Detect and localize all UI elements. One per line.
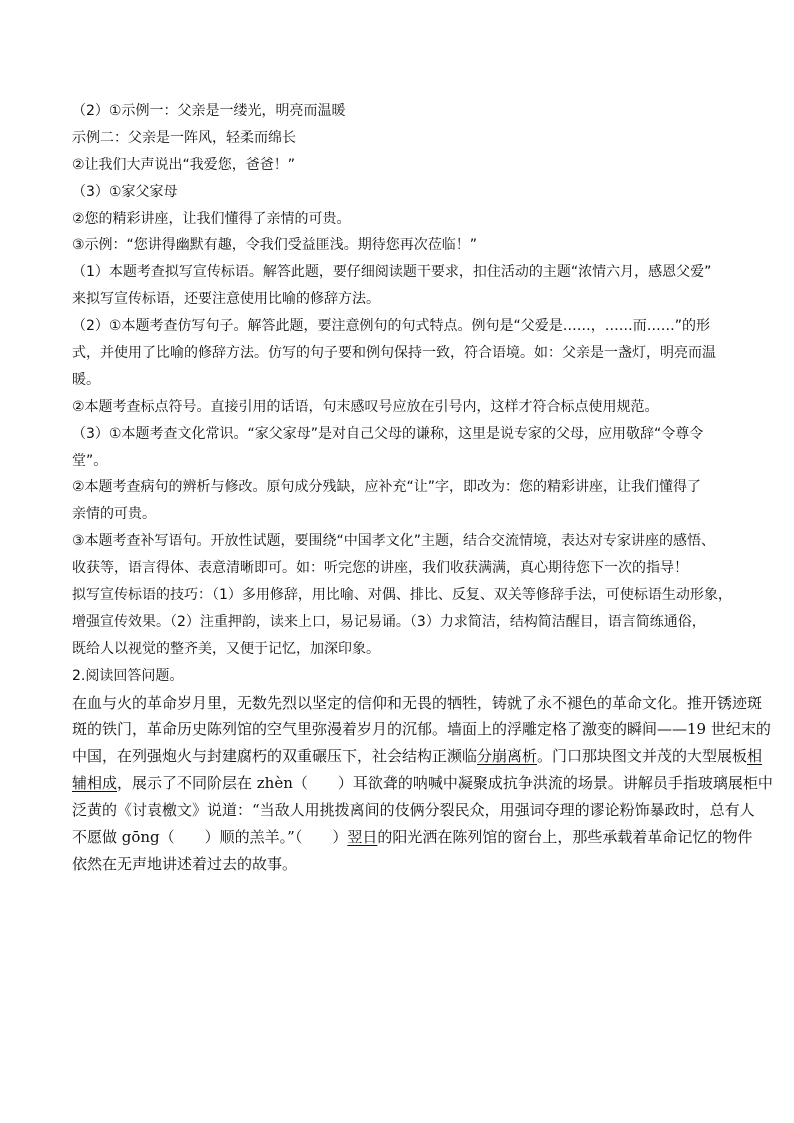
reading-passage — [72, 690, 773, 878]
answer-section — [72, 98, 732, 690]
passage-line — [72, 743, 763, 770]
answer-line: 收获等，语言得体、表意清晰即可。如：听完您的讲座，我们收获满满，真心期待您下一次的指导！ — [72, 560, 688, 577]
answer-line: 增强宣传效果。（2）注重押韵，读来上口，易记易诵。（3）力求简洁，结构简洁醒目，语言简练通俗， — [72, 613, 706, 630]
answer-line: 示例二：父亲是一阵风，轻柔而绵长 — [72, 129, 296, 146]
answer-line: ②让我们大声说出“我爱您，爸爸！” — [72, 156, 296, 173]
answer-line: 2.阅读回答问题。 — [72, 667, 184, 684]
underlined-phrase: 分崩离析 — [477, 747, 538, 766]
passage-text: 。门口那块图文并茂的大型展板 — [537, 747, 748, 766]
answer-line: （2）①示例一：父亲是一缕光，明亮而温暖 — [72, 103, 346, 119]
passage-line — [72, 770, 773, 797]
answer-line: ②本题考查标点符号。直接引用的话语，句末感叹号应放在引号内，这样才符合标点使用规范。 — [72, 398, 659, 415]
answer-line: ③本题考查补写语句。开放性试题，要围绕“中国孝文化”主题，结合交流情境，表达对专家讲座的感悟、 — [72, 533, 716, 550]
answer-line: 式，并使用了比喻的修辞方法。仿写的句子要和例句保持一致，符合语境。如：父亲是一盏灯，明亮而温 — [72, 345, 716, 362]
passage-text: ，展示了不同阶层在 zhèn（ ）耳欲聋的呐喊中凝聚成抗争洪流的场景。讲解员手指玻璃展柜中 — [117, 774, 773, 793]
answer-line: （2）①本题考查仿写句子。解答此题，要注意例句的句式特点。例句是“父爱是……，……而……”的形 — [72, 318, 710, 335]
answer-line: ②您的精彩讲座，让我们懂得了亲情的可贵。 — [72, 210, 351, 227]
underlined-phrase: 相 — [747, 747, 763, 766]
answer-line: （3）①家父家母 — [72, 183, 178, 200]
answer-line: （3）①本题考查文化常识。“家父家母”是对自己父母的谦称，这里是说专家的父母，应用敬辞“令尊令 — [72, 425, 704, 442]
underlined-phrase: 辅相成 — [72, 774, 118, 793]
passage-text: 中国，在列强炮火与封建腐朽的双重碾压下，社会结构正濒临 — [72, 747, 478, 766]
answer-line: ③示例：“您讲得幽默有趣，令我们受益匪浅。期待您再次莅临！” — [72, 237, 478, 254]
passage-line — [72, 824, 753, 851]
answer-line: 暖。 — [72, 371, 100, 388]
passage-line: 依然在无声地讲述着过去的故事。 — [72, 854, 298, 873]
passage-line: 斑的铁门，革命历史陈列馆的空气里弥漫着岁月的沉郁。墙面上的浮雕定格了激变的瞬间——19 世纪末的 — [72, 720, 771, 739]
answer-line: 来拟写宣传标语，还要注意使用比喻的修辞方法。 — [72, 291, 380, 308]
passage-text: 不愿做 gōng（ ）顺的羔羊。”（ ） — [72, 828, 348, 847]
underlined-phrase: 翌日 — [347, 828, 378, 847]
passage-text: 的阳光洒在陈列馆的窗台上，那些承载着革命记忆的物件 — [377, 828, 753, 847]
answer-line: （1）本题考查拟写宣传标语。解答此题，要仔细阅读题干要求，扣住活动的主题“浓情六月，感恩父爱” — [72, 264, 712, 281]
passage-line: 在血与火的革命岁月里，无数先烈以坚定的信仰和无畏的牺牲，铸就了永不褪色的革命文化。推开锈迹斑 — [72, 693, 763, 712]
answer-line: 既给人以视觉的整齐美，又便于记忆，加深印象。 — [72, 640, 380, 657]
answer-line: 拟写宣传标语的技巧：（1）多用修辞，用比喻、对偶、排比、反复、双关等修辞手法，可使标语生动形象， — [72, 587, 732, 604]
answer-line: ②本题考查病句的辨析与修改。原句成分残缺，应补充“让”字，即改为：您的精彩讲座，让我们懂得了 — [72, 479, 702, 496]
passage-line: 泛黄的《讨袁檄文》说道：“当敌人用挑拨离间的伎俩分裂民众，用强词夺理的谬论粉饰暴政时，总有人 — [72, 801, 755, 820]
answer-line: 堂”。 — [72, 452, 108, 469]
document-page — [72, 98, 773, 878]
answer-line: 亲情的可贵。 — [72, 506, 156, 523]
